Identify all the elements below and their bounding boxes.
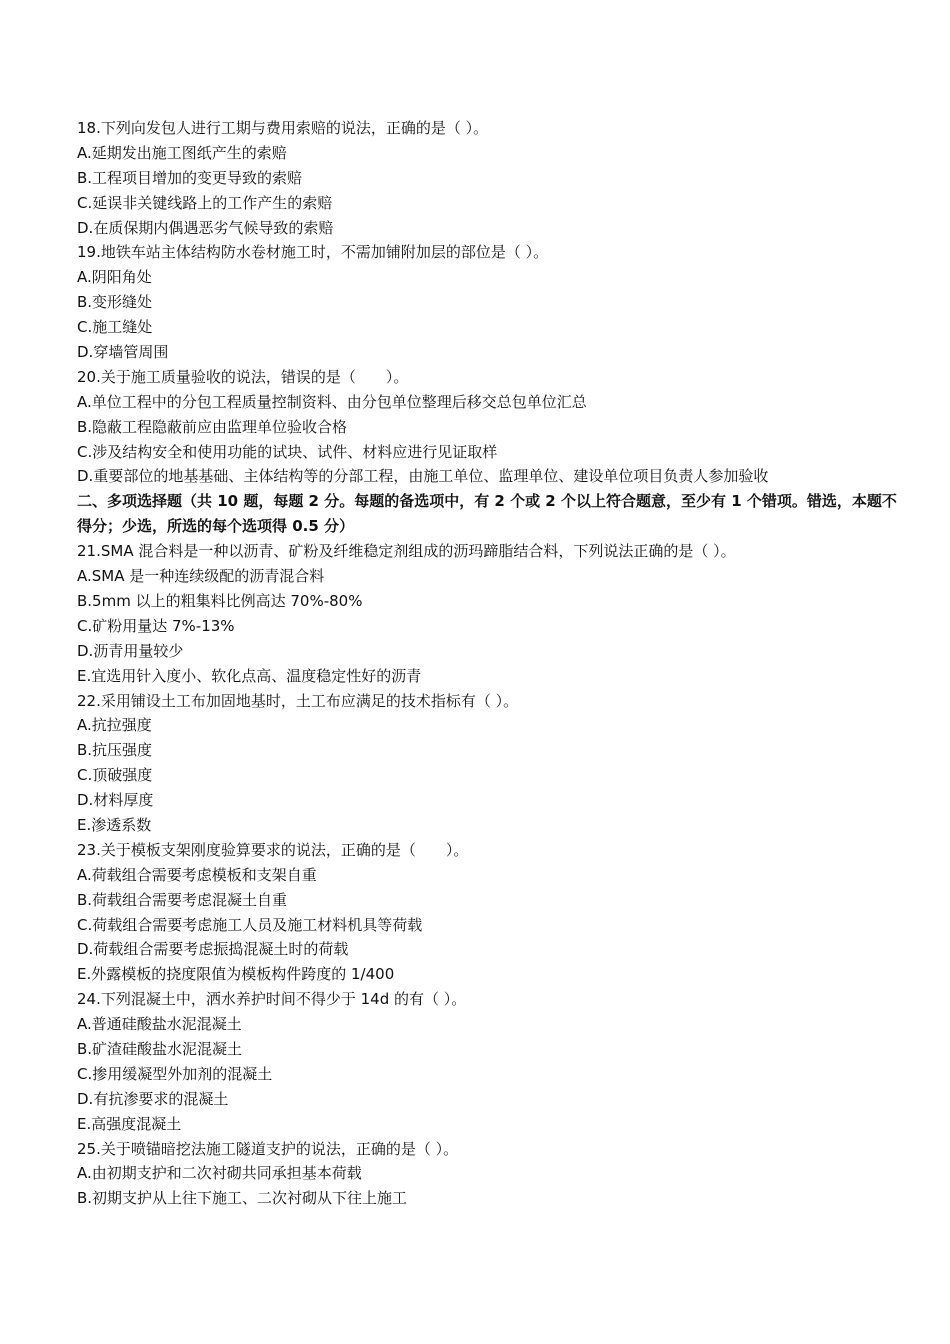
question-25-option-a: A.由初期支护和二次衬砌共同承担基本荷载: [77, 1164, 362, 1183]
question-22-option-a: A.抗拉强度: [77, 716, 152, 735]
question-21-option-d: D.沥青用量较少: [77, 641, 184, 660]
question-23-option-c: C.荷载组合需要考虑施工人员及施工材料机具等荷载: [77, 915, 423, 934]
question-23-option-a: A.荷载组合需要考虑模板和支架自重: [77, 865, 317, 884]
question-21-option-b: B.5mm 以上的粗集料比例高达 70%-80%: [77, 591, 363, 610]
question-23-option-b: B.荷载组合需要考虑混凝土自重: [77, 890, 288, 909]
question-24-option-b: B.矿渣硅酸盐水泥混凝土: [77, 1039, 243, 1058]
question-23-option-e: E.外露模板的挠度限值为模板构件跨度的 1/400: [77, 965, 395, 984]
question-22-stem: 22.采用铺设土工布加固地基时，土工布应满足的技术指标有（ ）。: [77, 691, 519, 710]
question-19-option-a: A.阴阳角处: [77, 268, 152, 287]
question-18-option-c: C.延误非关键线路上的工作产生的索赔: [77, 193, 333, 212]
question-21-option-e: E.宜选用针入度小、软化点高、温度稳定性好的沥青: [77, 666, 422, 685]
question-18-option-a: A.延期发出施工图纸产生的索赔: [77, 143, 287, 162]
question-18-option-b: B.工程项目增加的变更导致的索赔: [77, 168, 303, 187]
question-22-option-e: E.渗透系数: [77, 815, 152, 834]
question-19-option-c: C.施工缝处: [77, 318, 153, 337]
question-23-stem: 23.关于模板支架刚度验算要求的说法，正确的是（ ）。: [77, 840, 469, 859]
section-heading-multiple-choice: 二、多项选择题（共 10 题，每题 2 分。每题的备选项中，有 2 个或 2 个以上符合题意，至少有 1 个错项。错选，本题不得分；少选，所选的每个选项得 0.5 分）: [77, 492, 897, 536]
question-24-option-c: C.掺用缓凝型外加剂的混凝土: [77, 1064, 273, 1083]
question-21-stem: 21.SMA 混合料是一种以沥青、矿粉及纤维稳定剂组成的沥玛蹄脂结合料，下列说法正确的是（ ）。: [77, 542, 736, 561]
question-20-option-a: A.单位工程中的分包工程质量控制资料、由分包单位整理后移交总包单位汇总: [77, 392, 587, 411]
question-24-stem: 24.下列混凝土中，洒水养护时间不得少于 14d 的有（ ）。: [77, 990, 467, 1009]
question-24-option-e: E.高强度混凝土: [77, 1114, 182, 1133]
question-19-option-b: B.变形缝处: [77, 293, 153, 312]
question-20-stem: 20.关于施工质量验收的说法，错误的是（ ）。: [77, 367, 409, 386]
question-22-option-d: D.材料厚度: [77, 791, 154, 810]
question-18-stem: 18.下列向发包人进行工期与费用索赔的说法，正确的是（ ）。: [77, 119, 489, 137]
question-20-option-d: D.重要部位的地基基础、主体结构等的分部工程，由施工单位、监理单位、建设单位项目负责人参加验收: [77, 467, 769, 486]
question-21-option-c: C.矿粉用量达 7%-13%: [77, 616, 235, 635]
question-25-option-b: B.初期支护从上往下施工、二次衬砌从下往上施工: [77, 1189, 408, 1208]
document-page: [77, 116, 897, 1211]
question-22-option-c: C.顶破强度: [77, 766, 153, 785]
question-22-option-b: B.抗压强度: [77, 741, 153, 760]
question-25-stem: 25.关于喷锚暗挖法施工隧道支护的说法，正确的是（ ）。: [77, 1139, 459, 1158]
question-24-option-a: A.普通硅酸盐水泥混凝土: [77, 1015, 242, 1034]
question-18-option-d: D.在质保期内偶遇恶劣气候导致的索赔: [77, 218, 334, 237]
question-19-option-d: D.穿墙管周围: [77, 343, 169, 362]
question-20-option-c: C.涉及结构安全和使用功能的试块、试件、材料应进行见证取样: [77, 442, 498, 461]
question-24-option-d: D.有抗渗要求的混凝土: [77, 1089, 229, 1108]
question-20-option-b: B.隐蔽工程隐蔽前应由监理单位验收合格: [77, 417, 348, 436]
question-23-option-d: D.荷载组合需要考虑振捣混凝土时的荷载: [77, 940, 349, 959]
question-19-stem: 19.地铁车站主体结构防水卷材施工时，不需加铺附加层的部位是（ ）。: [77, 243, 549, 262]
question-21-option-a: A.SMA 是一种连续级配的沥青混合料: [77, 567, 325, 586]
